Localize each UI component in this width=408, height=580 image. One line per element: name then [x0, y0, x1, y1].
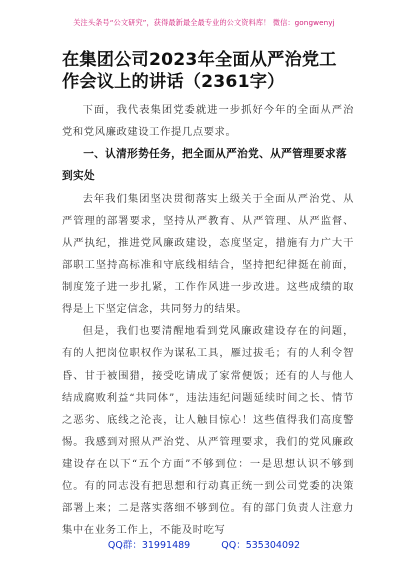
section-heading: 一、认清形势任务，把全面从严治党、从严管理要求落到实处: [62, 148, 348, 183]
document-page: [62, 50, 354, 541]
promo-banner: 关注头条号“公文研究”，获得最新最全最专业的公文资料库！ 微信：gongwenyj: [73, 18, 335, 27]
body-paragraph: 但是，我们也要清醒地看到党风廉政建设存在的问题，有的人把岗位职权作为谋私工具，雁过拔毛；有的人利令智昏、甘于被围猎，接受吃请成了家常便饭；还有的人与他人结成腐败利益“共同体”，违法违纪问题延续时间之长、情节之恶劣、底线之沦丧，让人触目惊心！这些值得我们高度警惕。我感到对照从严治党、从严管理要求，我们的党风廉政建设存在以下“五个方面”不够到位：一是思想认识不够到位。有的同志没有把思想和行动真正统一到公司党委的决策部署上来；二是落实落细不够到位。有的部门负责人注意力集中在业务工作上，不能及时吃写: [62, 325, 354, 537]
qq-group-text: QQ群：31991489: [107, 540, 191, 551]
intro-paragraph: 下面，我代表集团党委就进一步抓好今年的全面从严治党和党风廉政建设工作提几点要求。: [62, 104, 354, 139]
qq-text: QQ：535304092: [221, 540, 301, 551]
contact-footer: [0, 537, 408, 551]
document-title: 在集团公司2023年全面从严治党工作会议上的讲话（2361字）: [62, 50, 337, 92]
body-paragraph: 去年我们集团坚决贯彻落实上级关于全面从严治党、从严管理的部署要求，坚持从严教育、从严管理、从严监督、从严执纪，推进党风廉政建设，态度坚定，措施有力广大干部职工坚持高标准和守底线相结合，坚持把纪律挺在前面，制度笼子进一步扎紧，工作作风进一步改进。这些成绩的取得是上下坚定信念，共同努力的结果。: [62, 192, 354, 316]
